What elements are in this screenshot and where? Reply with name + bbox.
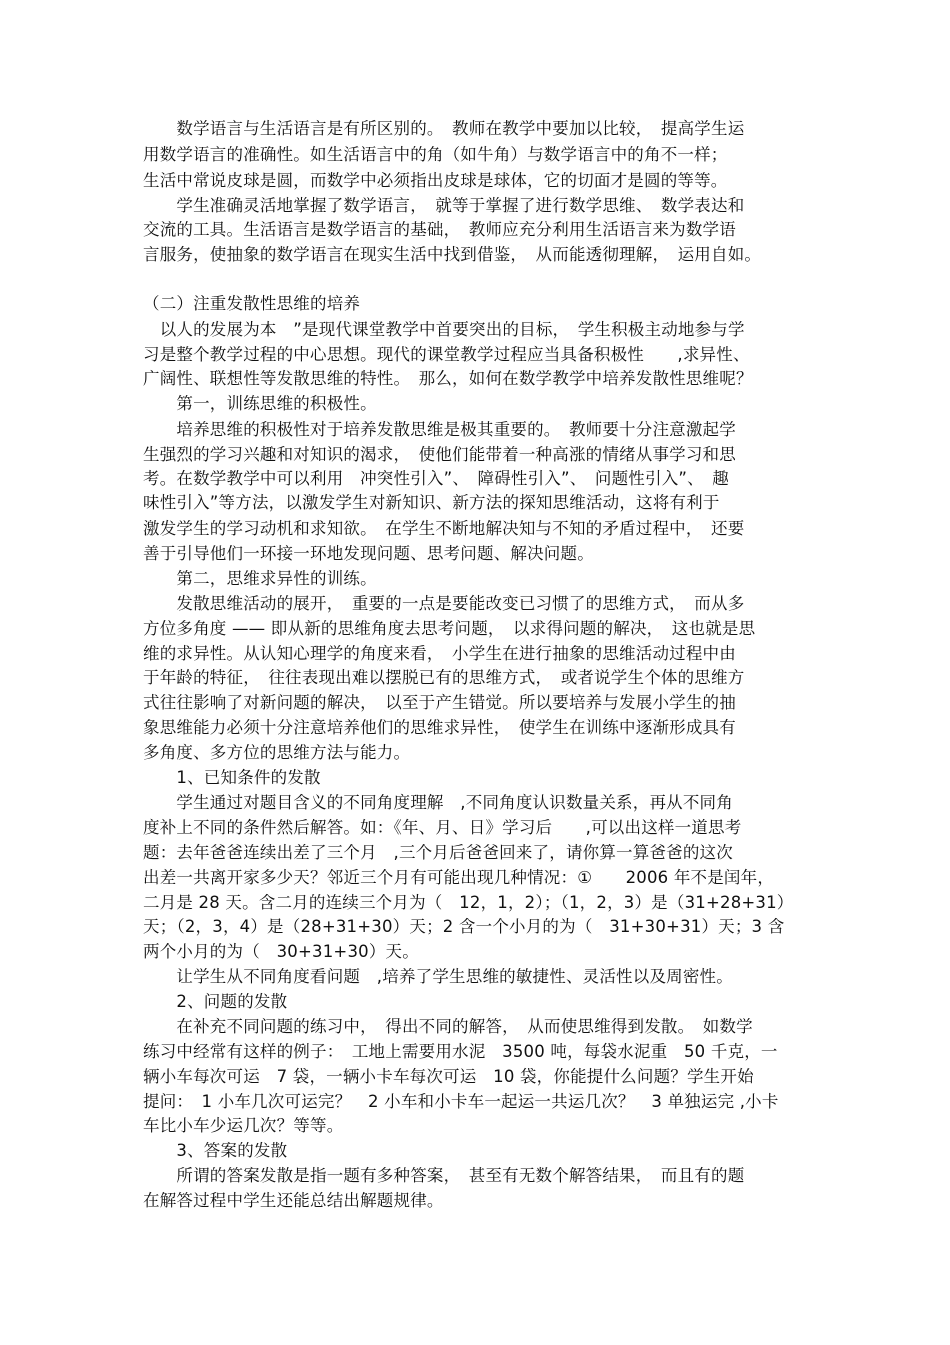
paragraph-line: 生强烈的学习兴趣和对知识的渴求， 使他们能带着一种高涨的情绪从事学习和思 (143, 445, 736, 464)
paragraph-line: 维的求异性。从认知心理学的角度来看， 小学生在进行抽象的思维活动过程中由 (143, 644, 736, 663)
paragraph-line: 味性引入”等方法，以激发学生对新知识、新方法的探知思维活动，这将有利于 (143, 493, 720, 512)
paragraph-line: 天；（2，3，4）是（28+31+30）天；2 含一个小月的为（ 31+30+31）天；3 含 (143, 917, 785, 936)
paragraph-line: 出差一共离开家多少天？邻近三个月有可能出现几种情况：① 2006 年不是闰年， (143, 868, 775, 887)
paragraph-line: 交流的工具。生活语言是数学语言的基础， 教师应充分利用生活语言来为数学语 (143, 220, 736, 239)
paragraph-line: 于年龄的特征， 往往表现出难以摆脱已有的思维方式， 或者说学生个体的思维方 (143, 668, 745, 687)
subheading: 3、答案的发散 (143, 1141, 288, 1160)
paragraph-line: 在解答过程中学生还能总结出解题规律。 (143, 1191, 444, 1210)
paragraph-line: 用数学语言的准确性。如生活语言中的角（如牛角）与数学语言中的角不一样； (143, 145, 728, 164)
subheading: 第二，思维求异性的训练。 (143, 569, 377, 588)
paragraph-line: 考。在数学教学中可以利用 冲突性引入”、 障碍性引入”、 问题性引入”、 趣 (143, 469, 729, 488)
paragraph-line: 多角度、多方位的思维方法与能力。 (143, 743, 411, 762)
paragraph-line: 学生准确灵活地掌握了数学语言， 就等于掌握了进行数学思维、 数学表达和 (143, 196, 745, 215)
paragraph-line: 让学生从不同角度看问题 ,培养了学生思维的敏捷性、灵活性以及周密性。 (143, 967, 733, 986)
paragraph-line: 以人的发展为本 ”是现代课堂教学中首要突出的目标， 学生积极主动地参与学 (143, 320, 745, 339)
paragraph-line: 辆小车每次可运 7 袋，一辆小卡车每次可运 10 袋，你能提什么问题？学生开始 (143, 1067, 754, 1086)
paragraph-line: 练习中经常有这样的例子： 工地上需要用水泥 3500 吨，每袋水泥重 50 千克，一 (143, 1042, 778, 1061)
paragraph-line: 习是整个教学过程的中心思想。现代的课堂教学过程应当具备积极性 ,求异性、 (143, 345, 750, 364)
paragraph-line: 方位多角度 —— 即从新的思维角度去思考问题， 以求得问题的解决， 这也就是思 (143, 619, 756, 638)
paragraph-line: 题：去年爸爸连续出差了三个月 ,三个月后爸爸回来了，请你算一算爸爸的这次 (143, 843, 733, 862)
paragraph-line: 广阔性、联想性等发散思维的特性。 那么，如何在数学教学中培养发散性思维呢？ (143, 369, 753, 388)
paragraph-line: 车比小车少运几次？等等。 (143, 1116, 344, 1135)
paragraph-line: 所谓的答案发散是指一题有多种答案， 甚至有无数个解答结果， 而且有的题 (143, 1166, 745, 1185)
paragraph-line: 培养思维的积极性对于培养发散思维是极其重要的。 教师要十分注意激起学 (143, 420, 736, 439)
paragraph-line: 在补充不同问题的练习中， 得出不同的解答， 从而使思维得到发散。 如数学 (143, 1017, 753, 1036)
subheading: 第一，训练思维的积极性。 (143, 394, 377, 413)
section-heading: （二）注重发散性思维的培养 (143, 294, 361, 313)
paragraph-line: 发散思维活动的展开， 重要的一点是要能改变已习惯了的思维方式， 而从多 (143, 594, 745, 613)
paragraph-line: 生活中常说皮球是圆，而数学中必须指出皮球是球体，它的切面才是圆的等等。 (143, 171, 728, 190)
paragraph-line: 言服务，使抽象的数学语言在现实生活中找到借鉴， 从而能透彻理解， 运用自如。 (143, 245, 762, 264)
paragraph-line: 两个小月的为（ 30+31+30）天。 (143, 942, 419, 961)
paragraph-line: 式往往影响了对新问题的解决， 以至于产生错觉。所以要培养与发展小学生的抽 (143, 693, 736, 712)
paragraph-line: 二月是 28 天。含二月的连续三个月为（ 12，1，2）；（1，2，3）是（31+28+31） (143, 893, 794, 912)
paragraph-line: 象思维能力必须十分注意培养他们的思维求异性， 使学生在训练中逐渐形成具有 (143, 718, 736, 737)
paragraph-line: 学生通过对题目含义的不同角度理解 ,不同角度认识数量关系，再从不同角 (143, 793, 733, 812)
paragraph-line: 数学语言与生活语言是有所区别的。 教师在教学中要加以比较， 提高学生运 (143, 119, 745, 138)
paragraph-line: 善于引导他们一环接一环地发现问题、思考问题、解决问题。 (143, 544, 594, 563)
subheading: 1、已知条件的发散 (143, 768, 321, 787)
paragraph-line: 提问： 1 小车几次可运完？ 2 小车和小卡车一起运一共运几次？ 3 单独运完 ,小卡 (143, 1092, 779, 1111)
paragraph-line: 度补上不同的条件然后解答。如：《年、月、日》学习后 ,可以出这样一道思考 (143, 818, 742, 837)
subheading: 2、问题的发散 (143, 992, 288, 1011)
paragraph-line: 激发学生的学习动机和求知欲。 在学生不断地解决知与不知的矛盾过程中， 还要 (143, 519, 745, 538)
